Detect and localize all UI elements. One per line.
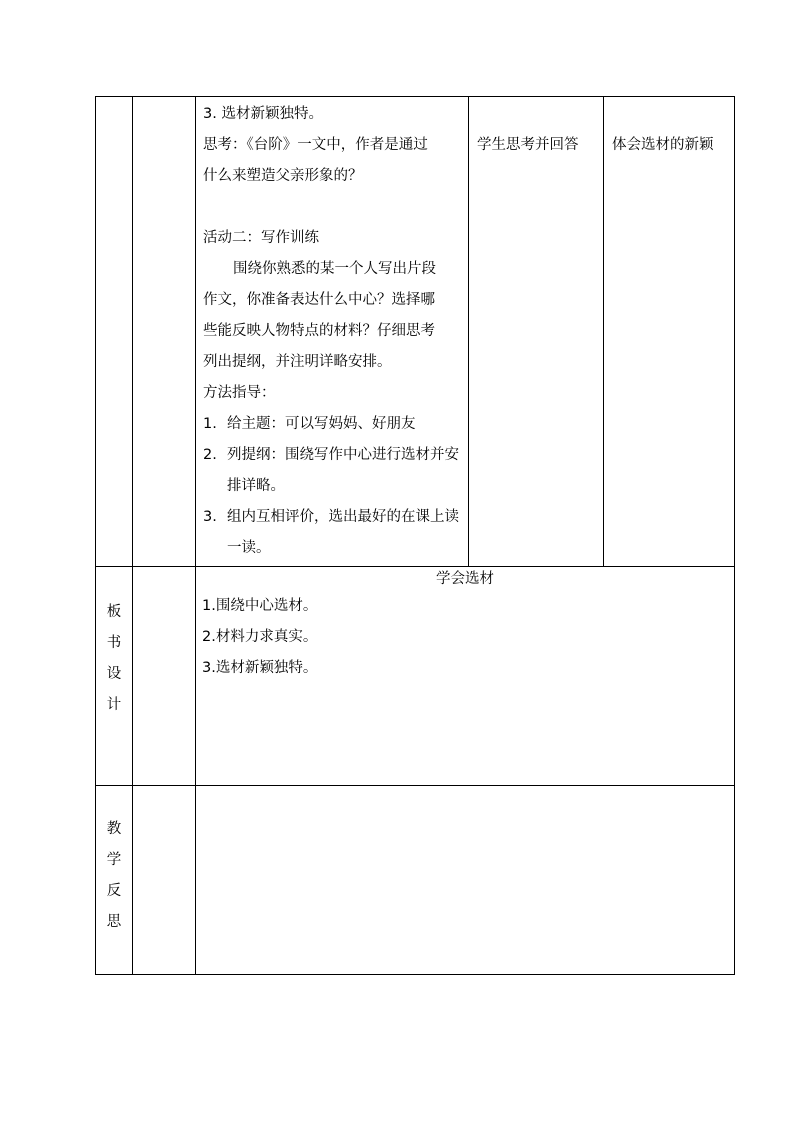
student-activity-text: 学生思考并回答 xyxy=(477,137,579,153)
reflection-content-cell xyxy=(196,786,735,975)
student-activity-cell xyxy=(469,97,604,567)
process-label-cell xyxy=(96,97,133,567)
content-line: 思考：《台阶》一文中，作者是通过 xyxy=(203,137,428,153)
process-sub-cell xyxy=(133,97,196,567)
method-item: 1. 给主题：可以写妈妈、好朋友 xyxy=(203,416,416,432)
lesson-plan-table xyxy=(95,96,735,975)
board-item: 3.选材新颖独特。 xyxy=(202,660,318,676)
reflection-label: 教 学 反 思 xyxy=(106,821,122,930)
paragraph-line: 些能反映人物特点的材料？仔细思考 xyxy=(203,323,435,339)
reflection-sub-cell xyxy=(133,786,196,975)
board-item: 1.围绕中心选材。 xyxy=(202,598,318,614)
board-title: 学会选材 xyxy=(436,571,494,587)
reflection-label-cell xyxy=(96,786,133,975)
design-intent-cell xyxy=(604,97,735,567)
method-title: 方法指导： xyxy=(203,385,276,401)
board-design-label: 板 书 设 计 xyxy=(106,604,122,713)
method-item: 2. 列提纲：围绕写作中心进行选材并安排详略。 xyxy=(203,447,459,494)
process-row xyxy=(96,97,735,567)
reflection-row xyxy=(96,786,735,975)
board-design-row xyxy=(96,567,735,786)
activity-title: 活动二：写作训练 xyxy=(203,230,319,246)
board-design-label-cell xyxy=(96,567,133,786)
design-intent-text: 体会选材的新颖 xyxy=(612,137,714,153)
board-design-content-cell xyxy=(196,567,735,786)
board-design-sub-cell xyxy=(133,567,196,786)
content-line: 什么来塑造父亲形象的？ xyxy=(203,168,363,184)
process-content-cell xyxy=(196,97,469,567)
board-item: 2.材料力求真实。 xyxy=(202,629,318,645)
content-line: 3. 选材新颖独特。 xyxy=(203,106,323,122)
paragraph-line: 围绕你熟悉的某一个人写出片段 xyxy=(233,261,436,277)
method-item: 3. 组内互相评价，选出最好的在课上读一读。 xyxy=(203,509,459,556)
paragraph-line: 作文，你准备表达什么中心？选择哪 xyxy=(203,292,435,308)
paragraph-line: 列出提纲，并注明详略安排。 xyxy=(203,354,392,370)
